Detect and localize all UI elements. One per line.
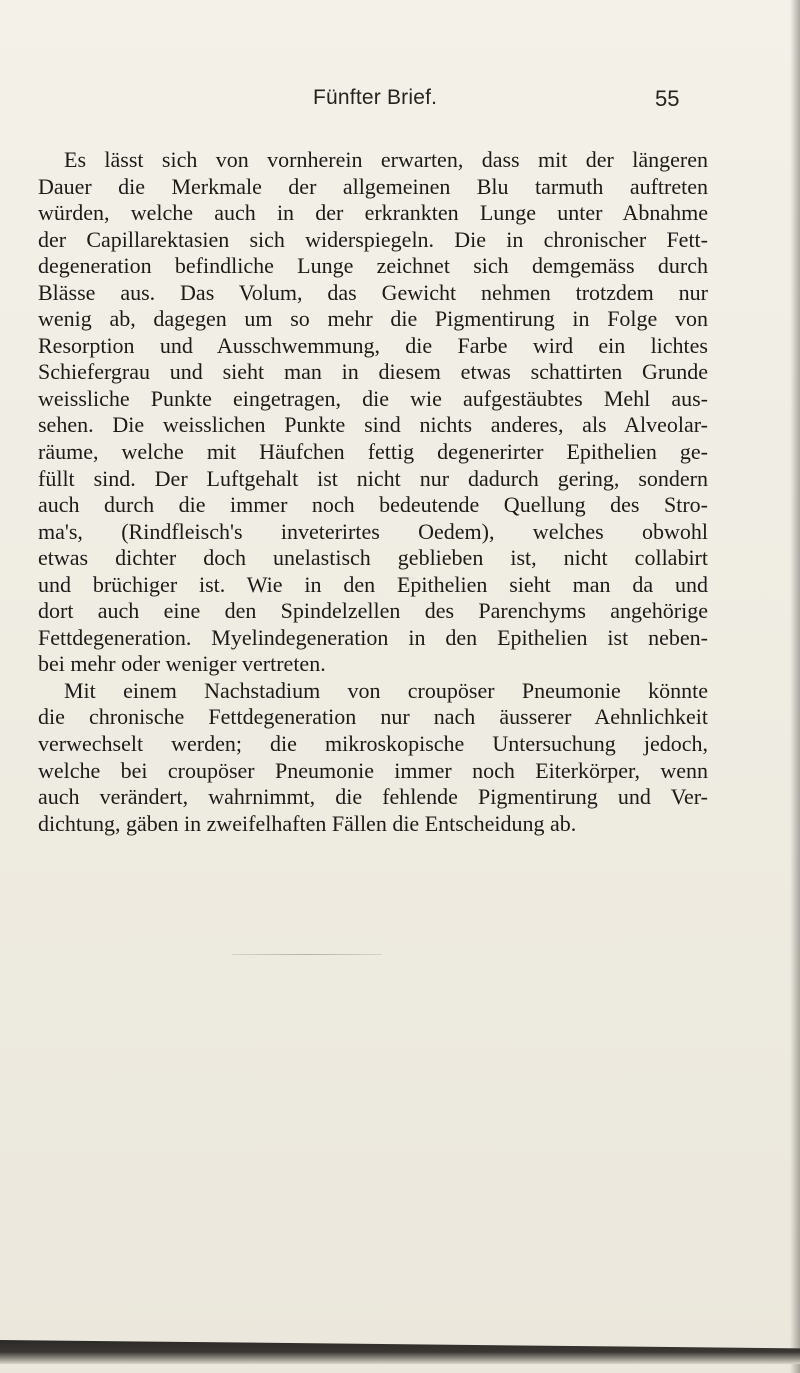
text-line: ma's, (Rindfleisch's inveterirtes Oedem), welches obwohl: [38, 518, 708, 544]
page-bottom-edge: [0, 1340, 800, 1364]
text-line: räume, welche mit Häufchen fettig degenerirter Epithelien ge-: [38, 439, 708, 465]
text-line: auch durch die immer noch bedeutende Quellung des Stro-: [38, 492, 708, 518]
text-line: welche bei croupöser Pneumonie immer noch Eiterkörper, wenn: [38, 757, 708, 783]
text-line: dichtung, gäben in zweifelhaften Fällen die Entscheidung ab.: [38, 810, 577, 836]
body-text: [38, 147, 708, 837]
page-edge-shadow: [790, 0, 800, 1373]
text-line: Es lässt sich von vornherein erwarten, dass mit der längeren: [64, 147, 708, 172]
text-line: Schiefergrau und sieht man in diesem etwas schattirten Grunde: [38, 359, 708, 385]
text-line: Fettdegeneration. Myelindegeneration in den Epithelien ist neben-: [38, 624, 708, 650]
text-line: der Capillarektasien sich widerspiegeln. Die in chronischer Fett-: [38, 226, 708, 252]
text-line: auch verändert, wahrnimmt, die fehlende Pigmentirung und Ver-: [38, 784, 708, 810]
text-line: dort auch eine den Spindelzellen des Parenchyms angehörige: [38, 598, 708, 624]
bleed-through-rule: [232, 954, 382, 955]
text-line: degeneration befindliche Lunge zeichnet sich demgemäss durch: [38, 253, 708, 279]
page-header: [0, 86, 800, 120]
text-line: weissliche Punkte eingetragen, die wie aufgestäubtes Mehl aus-: [38, 385, 708, 411]
text-line: Blässe aus. Das Volum, das Gewicht nehmen trotzdem nur: [38, 279, 708, 305]
text-line: würden, welche auch in der erkrankten Lunge unter Abnahme: [38, 200, 708, 226]
text-line: Mit einem Nachstadium von croupöser Pneumonie könnte: [64, 677, 708, 703]
text-line: und brüchiger ist. Wie in den Epithelien sieht man da und: [38, 571, 708, 597]
text-line: die chronische Fettdegeneration nur nach äusserer Aehnlichkeit: [38, 704, 708, 730]
text-line: wenig ab, dagegen um so mehr die Pigmentirung in Folge von: [38, 306, 708, 332]
text-line: bei mehr oder weniger vertreten.: [38, 651, 326, 677]
text-line: füllt sind. Der Luftgehalt ist nicht nur dadurch gering, sondern: [38, 465, 708, 491]
text-line: sehen. Die weisslichen Punkte sind nichts anderes, als Alveolar-: [38, 412, 708, 438]
running-head: Fünfter Brief.: [313, 86, 438, 109]
text-line: etwas dichter doch unelastisch geblieben ist, nicht collabirt: [38, 545, 708, 571]
text-line: Resorption und Ausschwemmung, die Farbe wird ein lichtes: [38, 332, 708, 358]
text-line: verwechselt werden; die mikroskopische Untersuchung jedoch,: [38, 731, 708, 757]
text-line: Dauer die Merkmale der allgemeinen Blu tarmuth auftreten: [38, 173, 708, 199]
page-number: 55: [655, 86, 680, 111]
